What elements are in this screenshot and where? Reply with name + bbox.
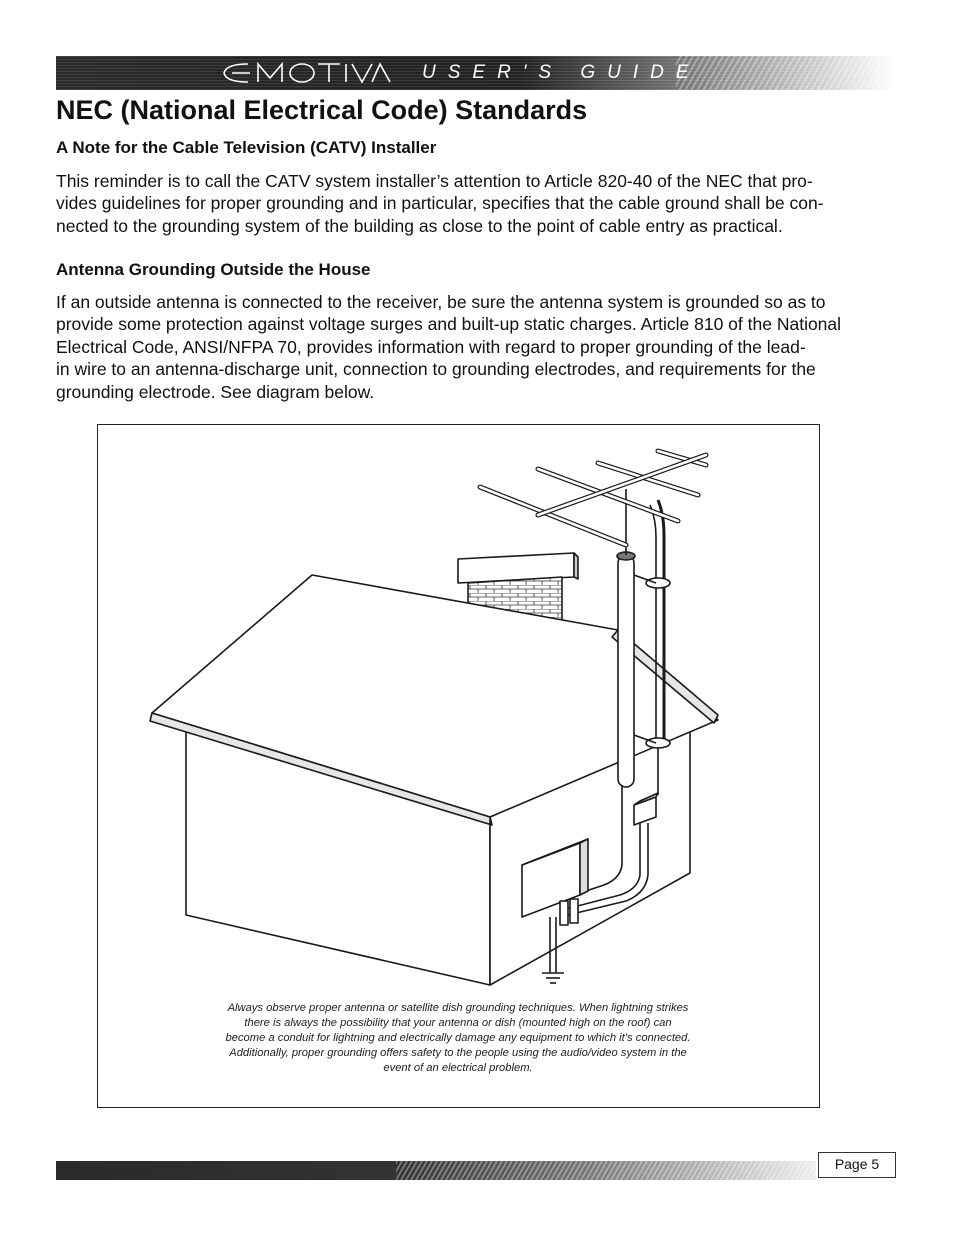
antenna-paragraph (56, 291, 906, 403)
grounding-diagram-figure (97, 424, 820, 1108)
text-line: This reminder is to call the CATV system installer’s attention to Article 820-40 of the NEC that pro- (56, 171, 813, 191)
ground-symbol (542, 973, 564, 983)
text-line: Electrical Code, ANSI/NFPA 70, provides information with regard to proper grounding of the lead- (56, 336, 806, 357)
caption-line: Additionally, proper grounding offers safety to the people using the audio/video system in the (229, 1047, 687, 1059)
caption-line: become a conduit for lightning and electrically damage any equipment to which it’s connected. (225, 1032, 691, 1044)
users-guide-label: USER'S GUIDE (422, 62, 701, 83)
text-line: in wire to an antenna-discharge unit, connection to grounding electrodes, and requirements for the (56, 359, 816, 380)
text-line: If an outside antenna is connected to the receiver, be sure the antenna system is grounded so as to (56, 292, 826, 312)
text-line: vides guidelines for proper grounding and in particular, specifies that the cable ground shall be con- (56, 193, 824, 214)
caption-line: there is always the possibility that your antenna or dish (mounted high on the roof) can (244, 1017, 672, 1029)
page-title: NEC (National Electrical Code) Standards (56, 95, 588, 125)
text-line: provide some protection against voltage surges and built-up static charges. Article 810 of the National (56, 314, 842, 335)
page-number: Page 5 (818, 1152, 896, 1178)
figure-caption (138, 1001, 778, 1076)
caption-line: event of an electrical problem. (383, 1062, 533, 1074)
section-heading-antenna: Antenna Grounding Outside the House (56, 260, 371, 279)
text-line: nected to the grounding system of the building as close to the point of cable entry as practical. (56, 215, 783, 236)
text-line: grounding electrode. See diagram below. (56, 381, 375, 402)
section-heading-catv: A Note for the Cable Television (CATV) Installer (56, 138, 437, 157)
catv-paragraph (56, 170, 906, 237)
footer-bar (56, 1161, 816, 1180)
emotiva-logo (220, 58, 392, 88)
antenna-elements (480, 451, 706, 545)
caption-line: Always observe proper antenna or satellite dish grounding techniques. When lightning strikes (227, 1002, 689, 1014)
